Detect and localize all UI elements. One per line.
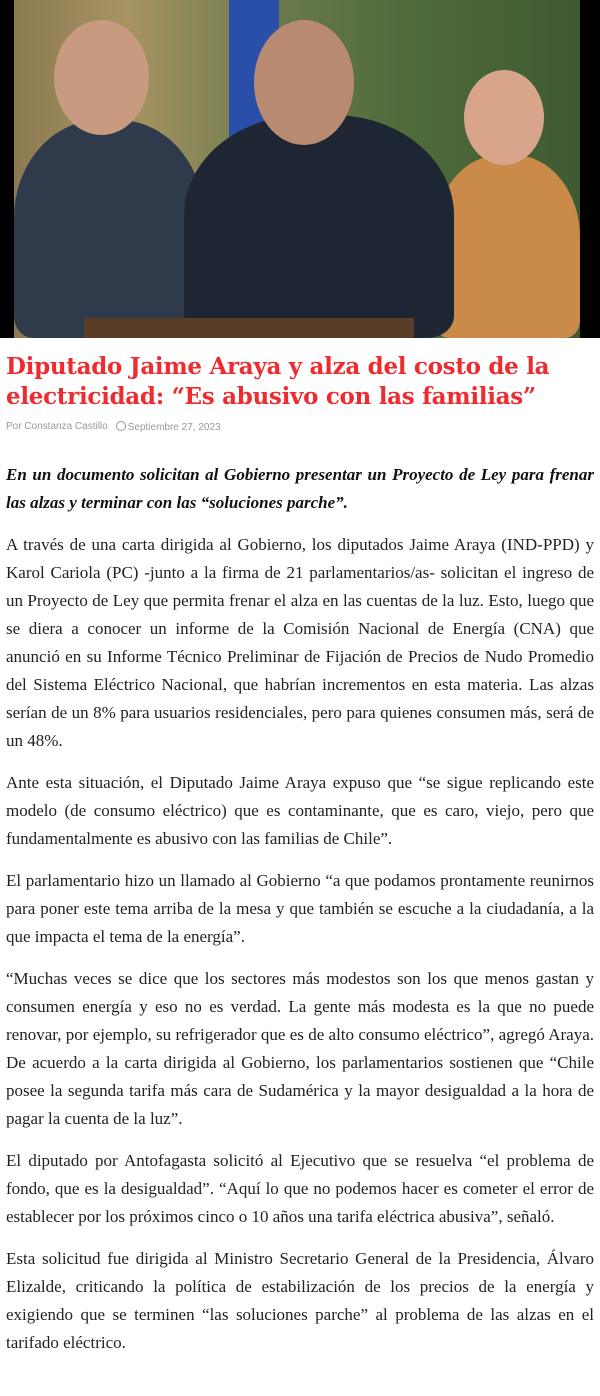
paragraph: El diputado por Antofagasta solicitó al Ejecutivo que se resuelva “el problema de fondo, que es la desigualdad”. “Aquí lo que no podemos hacer es cometer el error de establecer por los próximos cinco o 10 años una tarifa eléctrica abusiva”, señaló. bbox=[6, 1151, 594, 1226]
article-title: Diputado Jaime Araya y alza del costo de la electricidad: “Es abusivo con las familias” bbox=[6, 353, 550, 410]
person-center bbox=[184, 115, 454, 338]
photo-press-conference bbox=[14, 0, 580, 338]
article-hero-image bbox=[0, 0, 600, 338]
paragraph: “Muchas veces se dice que los sectores más modestos son los que menos gastan y consumen energía y eso no es verdad. La gente más modesta es la que no puede renovar, por ejemplo, su refrigerador que es de alto consumo eléctrico”, agregó Araya. De acuerdo a la carta dirigida al Gobierno, los parlamentarios sostienen que “Chile posee la segunda tarifa más cara de Sudamérica y la mayor desigualdad a la hora de pagar la cuenta de la luz”. bbox=[6, 969, 594, 1128]
person-left bbox=[14, 120, 204, 338]
author-link[interactable]: Por Constanza Castillo bbox=[6, 421, 108, 432]
article-body bbox=[0, 352, 600, 1357]
article-meta bbox=[6, 420, 594, 433]
podium bbox=[84, 318, 414, 338]
date-text: Septiembre 27, 2023 bbox=[127, 422, 221, 433]
person-left-head bbox=[54, 20, 149, 135]
person-center-head bbox=[254, 20, 354, 145]
article-lead: En un documento solicitan al Gobierno presentar un Proyecto de Ley para frenar las alzas y terminar con las “soluciones parche”. bbox=[6, 465, 594, 512]
person-right bbox=[434, 155, 580, 338]
clock-icon bbox=[116, 421, 126, 431]
date bbox=[116, 420, 221, 433]
paragraph: Ante esta situación, el Diputado Jaime Araya expuso que “se sigue replicando este modelo (de consumo eléctrico) que es contaminante, que es caro, viejo, pero que fundamentalmente es abusivo con las familias de Chile”. bbox=[6, 773, 594, 848]
paragraph: El parlamentario hizo un llamado al Gobierno “a que podamos prontamente reunirnos para poner este tema arriba de la mesa y que también se escuche a la ciudadanía, a la que impacta el tema de la energía”. bbox=[6, 871, 594, 946]
paragraph: Esta solicitud fue dirigida al Ministro Secretario General de la Presidencia, Álvaro Elizalde, criticando la política de estabilización de los precios de la energía y exigiendo que se terminen “las soluciones parche” al problema de las alzas en el tarifado eléctrico. bbox=[6, 1249, 594, 1352]
person-right-head bbox=[464, 70, 544, 165]
paragraph: A través de una carta dirigida al Gobierno, los diputados Jaime Araya (IND-PPD) y Karol Cariola (PC) -junto a la firma de 21 parlamentarios/as- solicitan el ingreso de un Proyecto de Ley que permita frenar el alza en las cuentas de la luz. Esto, luego que se diera a conocer un informe de la Comisión Nacional de Energía (CNA) que anunció en su Informe Técnico Preliminar de Fijación de Precios de Nudo Promedio del Sistema Eléctrico Nacional, que habrían incrementos en esta materia. Las alzas serían de un 8% para usuarios residenciales, pero para quienes consumen más, será de un 48%. bbox=[6, 535, 594, 750]
